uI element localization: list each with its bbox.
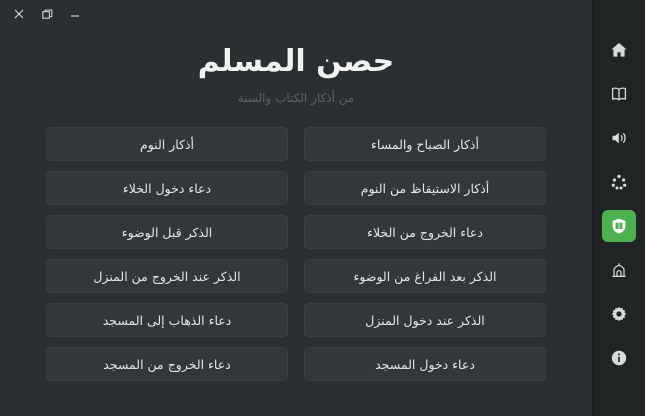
sidebar-item-hisn[interactable] xyxy=(602,210,636,242)
shield-book-icon xyxy=(610,217,628,235)
gear-icon xyxy=(610,305,628,323)
sidebar-item-about[interactable] xyxy=(602,342,636,374)
category-card[interactable]: دعاء الخروج من المسجد xyxy=(46,347,288,381)
beads-icon xyxy=(610,173,628,191)
category-card[interactable]: أذكار الاستيقاظ من النوم xyxy=(304,171,546,205)
info-icon xyxy=(610,349,628,367)
home-icon xyxy=(610,41,628,59)
category-card[interactable]: دعاء الخروج من الخلاء xyxy=(304,215,546,249)
sidebar-rail xyxy=(592,0,645,416)
sidebar-item-tasbih[interactable] xyxy=(602,166,636,198)
close-icon[interactable] xyxy=(6,3,32,25)
sidebar-item-settings[interactable] xyxy=(602,298,636,330)
minimize-icon[interactable] xyxy=(62,3,88,25)
mosque-icon xyxy=(610,261,628,279)
category-card[interactable]: الذكر عند الخروج من المنزل xyxy=(46,259,288,293)
sidebar-item-qibla[interactable] xyxy=(602,254,636,286)
title-bar xyxy=(0,0,592,28)
restore-icon[interactable] xyxy=(34,3,60,25)
sidebar-item-book[interactable] xyxy=(602,78,636,110)
category-card[interactable]: أذكار الصباح والمساء xyxy=(304,127,546,161)
page-title: حصن المسلم xyxy=(197,44,395,79)
category-card[interactable]: الذكر عند دخول المنزل xyxy=(304,303,546,337)
category-card[interactable]: دعاء دخول المسجد xyxy=(304,347,546,381)
category-card[interactable]: أذكار النوم xyxy=(46,127,288,161)
category-card[interactable]: الذكر بعد الفراغ من الوضوء xyxy=(304,259,546,293)
sidebar-item-sound[interactable] xyxy=(602,122,636,154)
category-card[interactable]: دعاء الذهاب إلى المسجد xyxy=(46,303,288,337)
sidebar-item-home[interactable] xyxy=(602,34,636,66)
page-subtitle: من أذكار الكتاب والسنة xyxy=(237,91,355,105)
page-header xyxy=(0,44,592,105)
category-grid xyxy=(46,127,546,381)
category-card[interactable]: دعاء دخول الخلاء xyxy=(46,171,288,205)
book-icon xyxy=(610,85,628,103)
speaker-icon xyxy=(610,129,628,147)
category-card[interactable]: الذكر قبل الوضوء xyxy=(46,215,288,249)
